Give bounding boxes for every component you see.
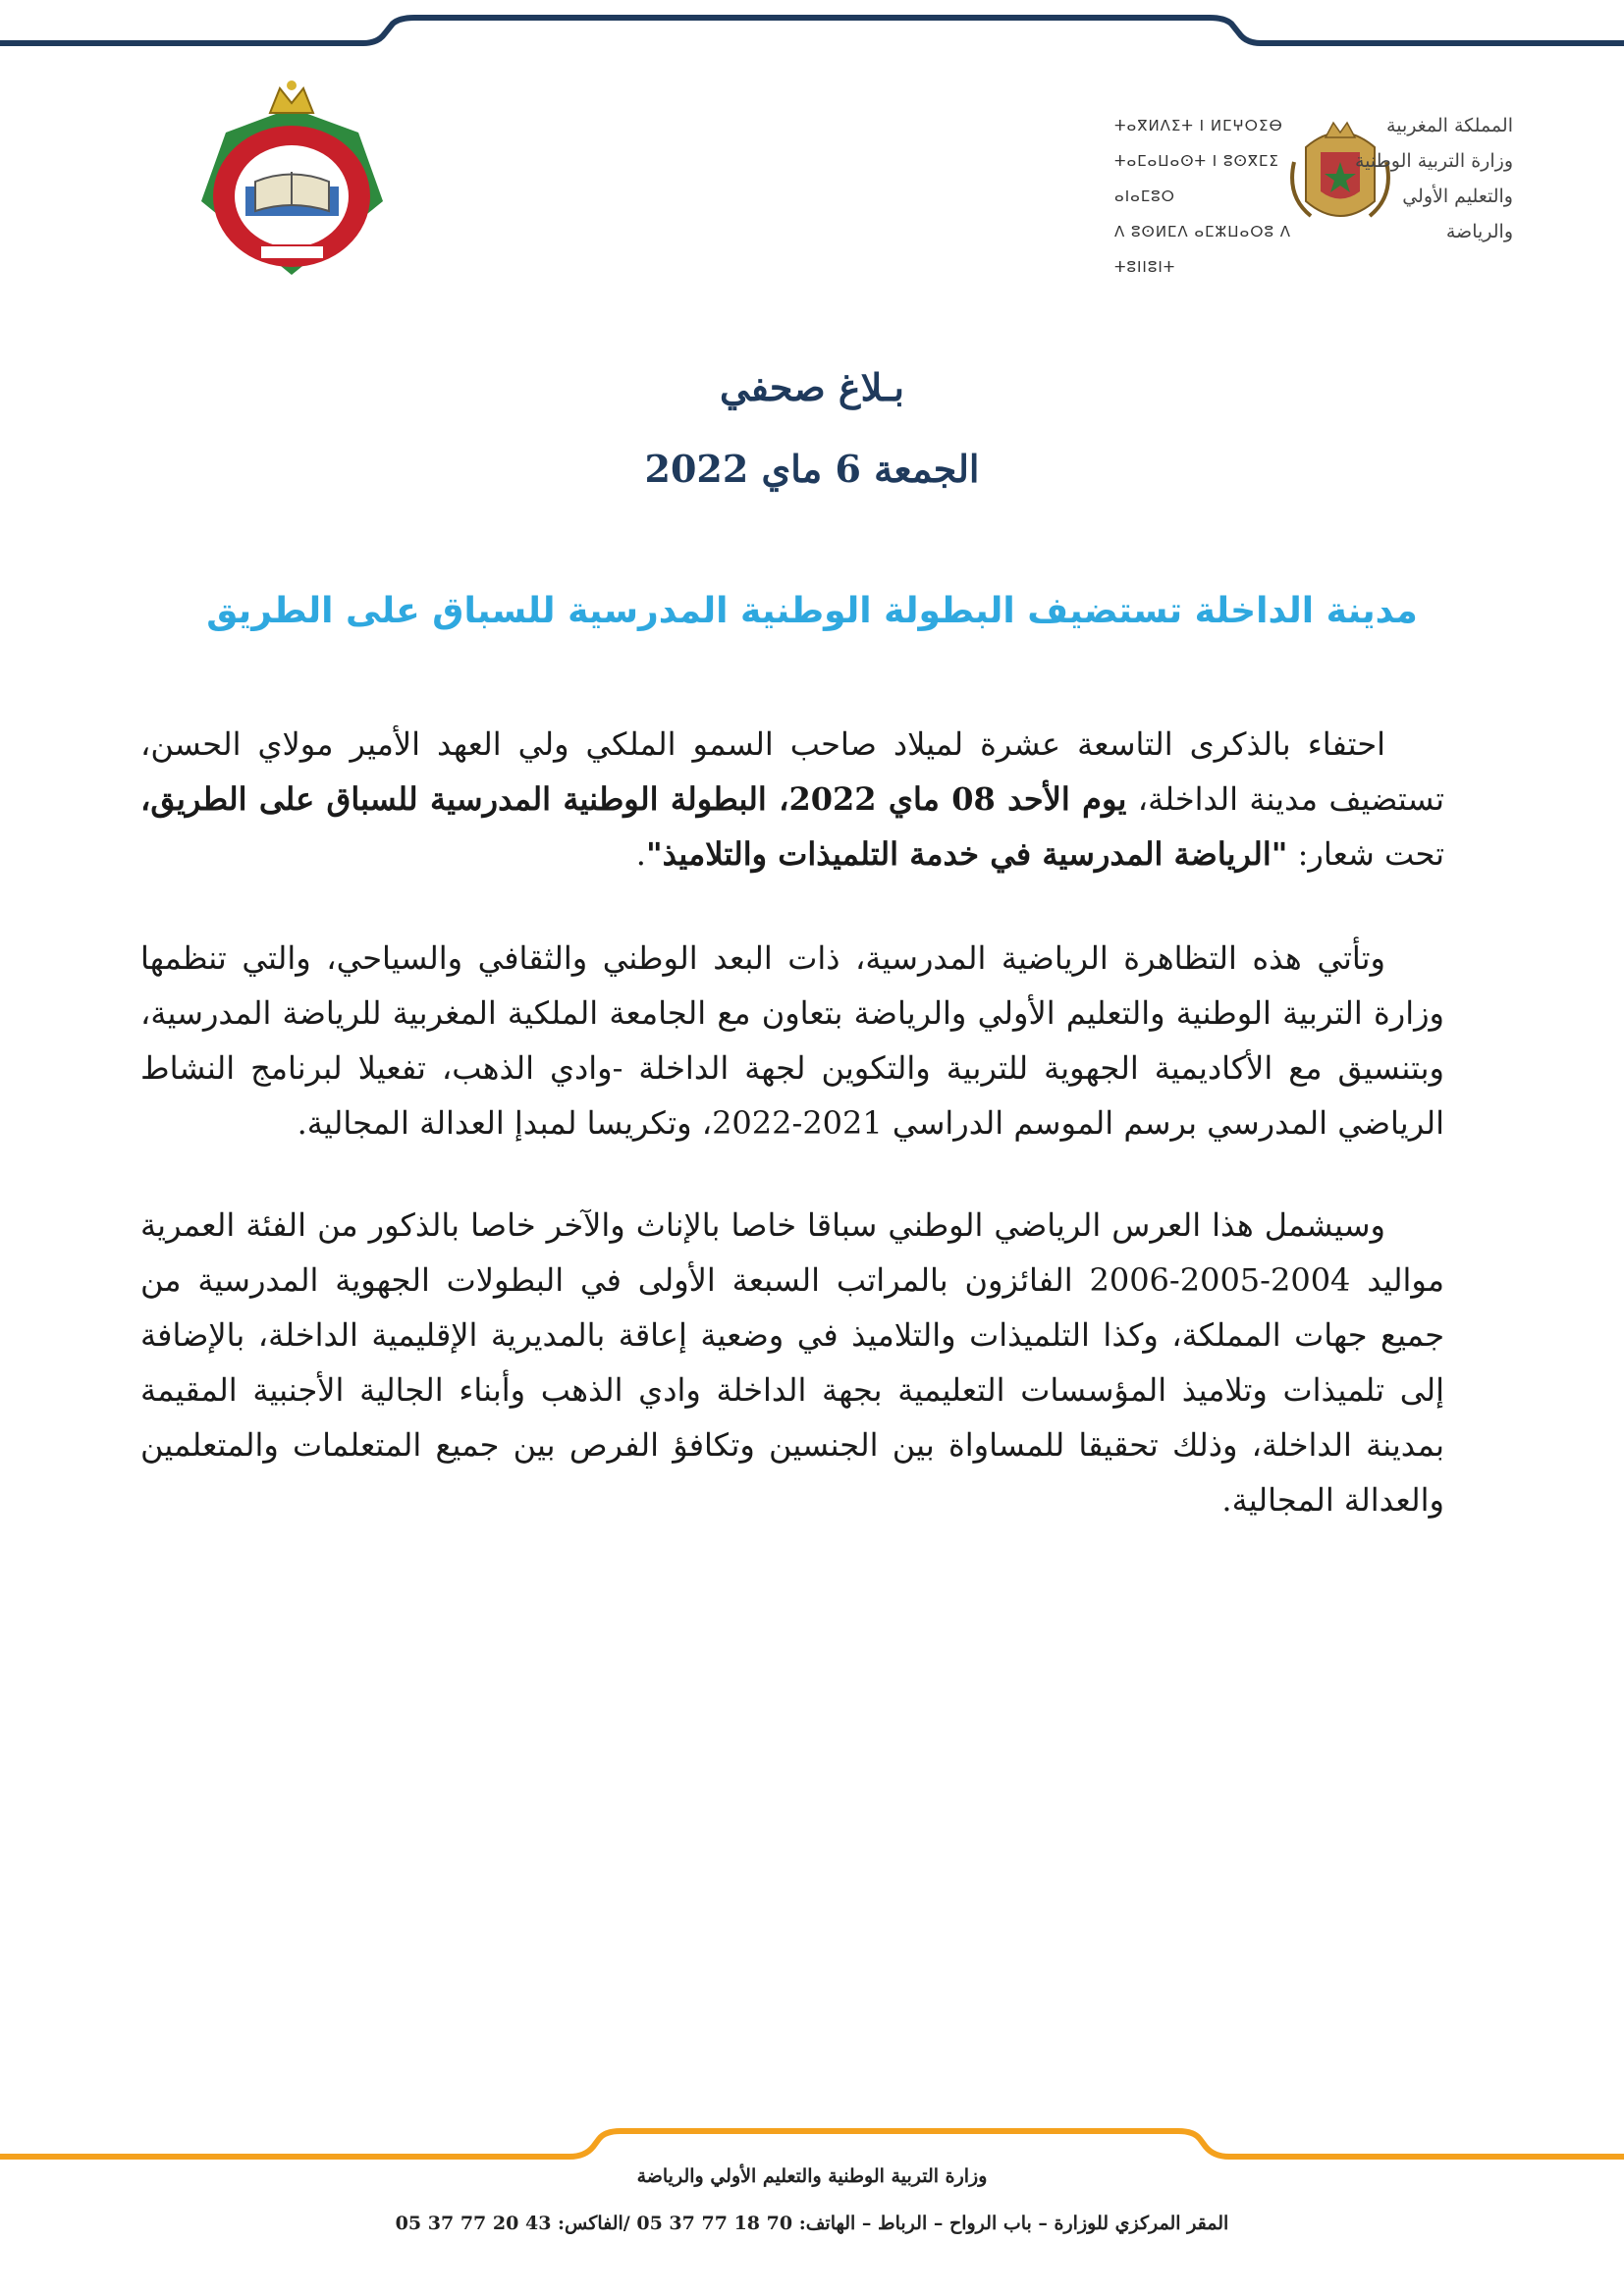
paragraph-3-text: وسيشمل هذا العرس الرياضي الوطني سباقا خاصا بالإناث والآخر خاصا بالذكور من الفئة العمرية مواليد 2004-2005-2006 الفائزون بالمراتب السبعة الأولى في البطولات الجهوية المدرسية من جميع جهات المملكة، وكذا التلميذات والتلاميذ في وضعية إعاقة بالمديرية الإقليمية الداخلة، بالإضافة إلى تلميذات وتلاميذ المؤسسات التعليمية بجهة الداخلة وادي الذهب وأبناء الجالية الأجنبية المقيمة بمدينة الداخلة، وذلك تحقيقا للمساواة بين الجنسين وتكافؤ الفرص بين جميع المتعلمات والمتعلمين والعدالة المجالية. [140,1206,1445,1519]
ministry-line: ⵜⴰⵎⴰⵡⴰⵙⵜ ⵏ ⵓⵙⴳⵎⵉ ⴰⵏⴰⵎⵓⵔ [1114,152,1279,205]
document-date: الجمعة 6 ماي 2022 [644,447,980,491]
paragraph-2-text: وتأتي هذه التظاهرة الرياضية المدرسية، ذات البعد الوطني والثقافي والسياحي، والتي تنظمها وزارة التربية الوطنية والتعليم الأولي والرياضة بتعاون مع الجامعة الملكية المغربية للرياضة المدرسية، وبتنسيق مع الأكاديمية الجهوية للتربية والتكوين لجهة الداخلة -وادي الذهب، تفعيلا لبرنامج النشاط الرياضي المدرسي برسم الموسم الدراسي 2021-2022، وتكريسا لمبدإ العدالة المجالية. [140,939,1444,1142]
paragraph-2 [140,931,1444,1150]
header-decorative-band [0,0,1624,59]
footer-ministry-name: وزارة التربية الوطنية والتعليم الأولي والرياضة [636,2165,988,2187]
paragraph-1-slogan-prefix: تحت شعار: [1287,835,1444,873]
document-title: بـلاغ صحفي [720,365,904,409]
paragraph-1-bold-date: يوم الأحد 08 ماي 2022، البطولة الوطنية المدرسية للسباق على الطريق، [140,780,1127,818]
paragraph-3 [140,1198,1444,1527]
ministry-line: المملكة المغربية [1386,115,1513,136]
paragraph-1-intro: احتفاء بالذكرى التاسعة عشرة لميلاد صاحب السمو الملكي ولي العهد الأمير مولاي الحسن، تستضيف مدينة الداخلة، [140,725,1445,818]
footer-address: المقر المركزي للوزارة – باب الرواح – الرباط – الهاتف: 70 18 77 37 05 /الفاكس: 43 20 77 37 05 [395,2213,1229,2234]
ministry-line: ⵜⴰⴳⵍⴷⵉⵜ ⵏ ⵍⵎⵖⵔⵉⴱ [1114,117,1283,134]
paragraph-1-end: . [635,835,646,873]
paragraph-1 [140,717,1444,881]
ministry-name-arabic [1346,108,1513,249]
ministry-name-tifinagh [1114,108,1311,285]
ministry-line: والتعليم الأولي والرياضة [1402,186,1513,242]
federation-logo [172,74,412,285]
paragraph-1-slogan: "الرياضة المدرسية في خدمة التلميذات والتلاميذ" [645,835,1288,873]
ministry-line: ⴷ ⵓⵙⵍⵎⴷ ⴰⵎⵣⵡⴰⵔⵓ ⴷ ⵜⵓⵏⵏⵓⵏⵜ [1114,223,1292,276]
document-headline: مدينة الداخلة تستضيف البطولة الوطنية المدرسية للسباق على الطريق [206,591,1418,631]
ministry-line: وزارة التربية الوطنية [1355,150,1513,172]
